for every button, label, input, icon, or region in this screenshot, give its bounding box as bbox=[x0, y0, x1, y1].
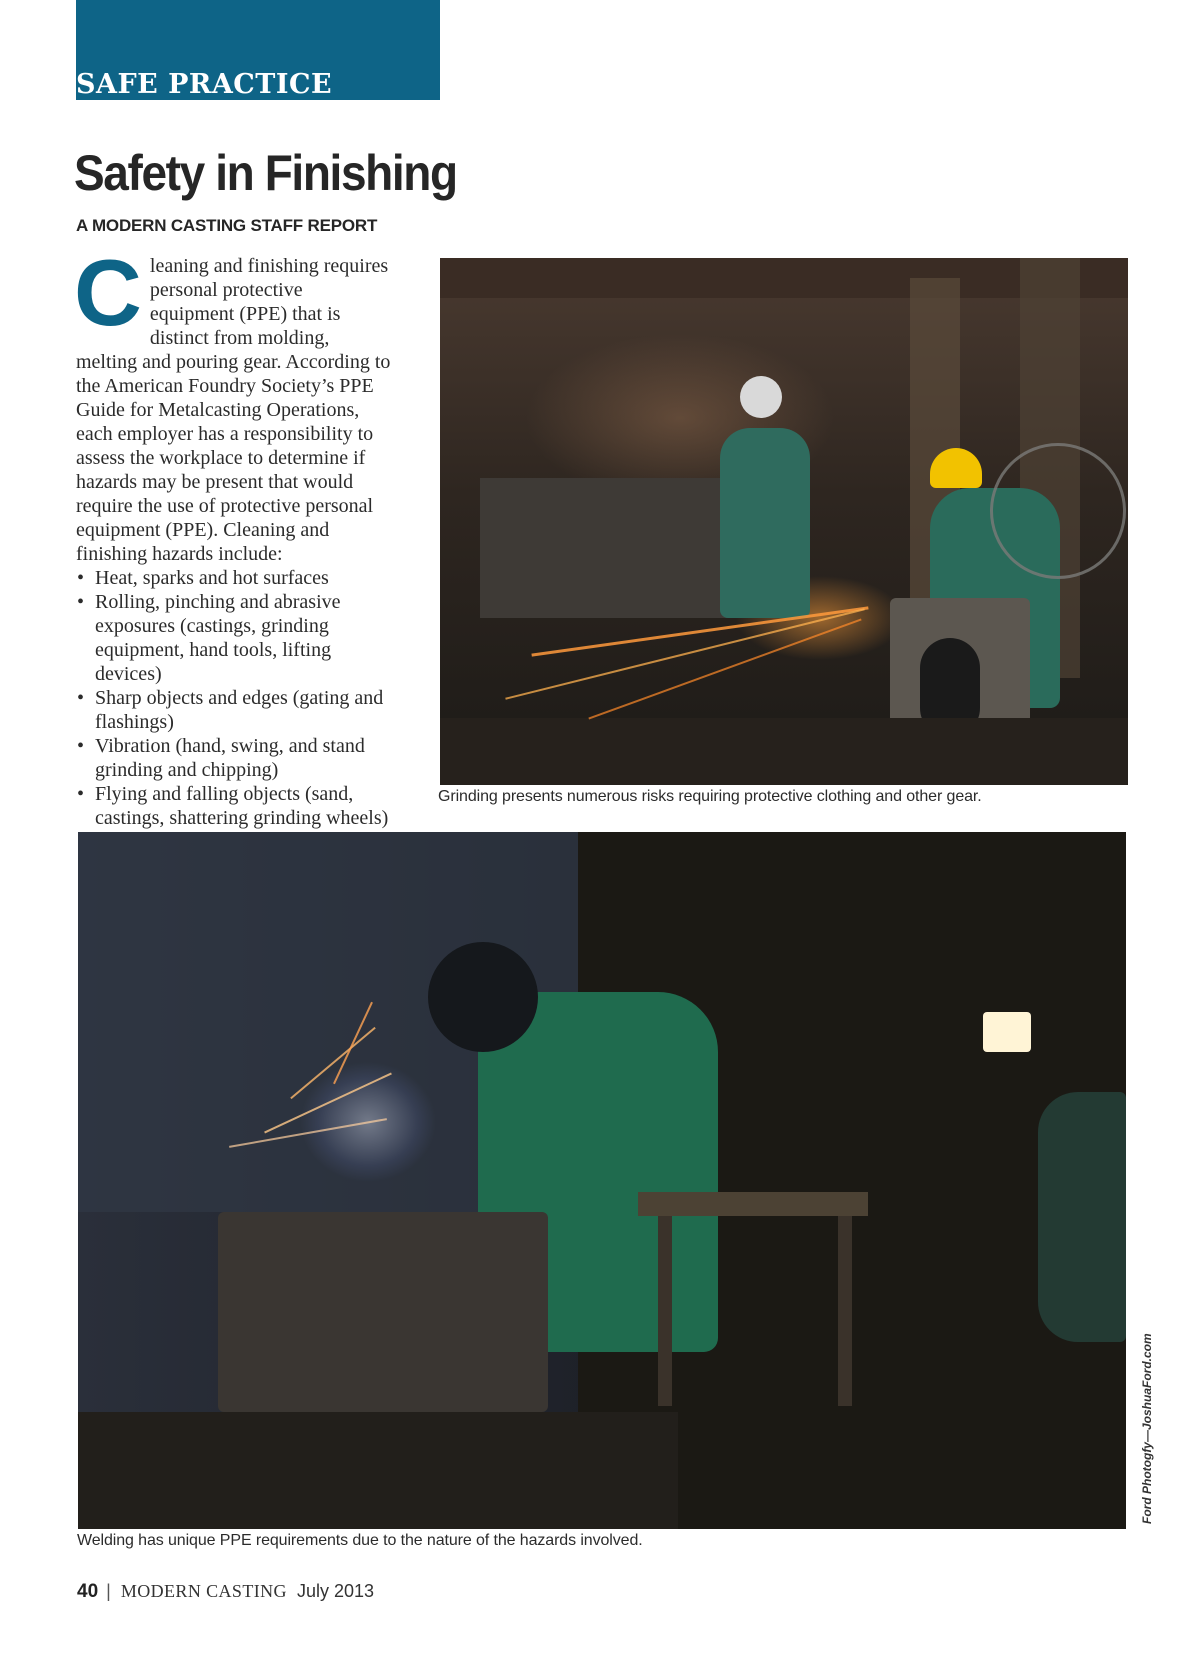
hazard-item: • Sharp objects and edges (gating and flashings) bbox=[76, 686, 392, 734]
lead-paragraph: leaning and finishing requires personal protective equipment (PPE) that is distinct from molding, melting and pouring gear. According to the American Foundry Society’s PPE Guide for Metalcasting Operations, each employer has a responsibility to assess the workplace to determine if hazards may be present that would require the use of protective personal equipment (PPE). Cleaning and finishing hazards include: bbox=[76, 255, 391, 565]
issue-date: July 2013 bbox=[296, 1581, 374, 1601]
drop-cap: C bbox=[74, 240, 142, 345]
page-number: 40 bbox=[77, 1581, 99, 1602]
hazard-list bbox=[76, 566, 392, 830]
hazard-item: • Vibration (hand, swing, and stand grinding and chipping) bbox=[76, 734, 392, 782]
magazine-name: MODERN CASTING bbox=[120, 1581, 287, 1601]
photo-credit: Ford Photogfy—JoshuaFord.com bbox=[1140, 1333, 1154, 1524]
hazard-item: • Heat, sparks and hot surfaces bbox=[76, 566, 392, 590]
welding-photo bbox=[78, 832, 1126, 1529]
grinding-caption: Grinding presents numerous risks requiring protective clothing and other gear. bbox=[438, 788, 982, 805]
article-body bbox=[74, 240, 392, 830]
hazard-item: • Rolling, pinching and abrasive exposures (castings, grinding equipment, hand tools, lifting devices) bbox=[76, 590, 392, 686]
welding-caption: Welding has unique PPE requirements due to the nature of the hazards involved. bbox=[77, 1532, 643, 1549]
page-footer bbox=[77, 1581, 374, 1603]
footer-separator: | bbox=[106, 1581, 111, 1601]
article-byline: A MODERN CASTING STAFF REPORT bbox=[76, 216, 378, 235]
section-label: SAFE PRACTICE bbox=[76, 69, 333, 100]
grinding-photo bbox=[440, 258, 1128, 785]
article-title: Safety in Finishing bbox=[74, 145, 457, 201]
hazard-item: • Flying and falling objects (sand, castings, shattering grinding wheels) bbox=[76, 782, 392, 830]
